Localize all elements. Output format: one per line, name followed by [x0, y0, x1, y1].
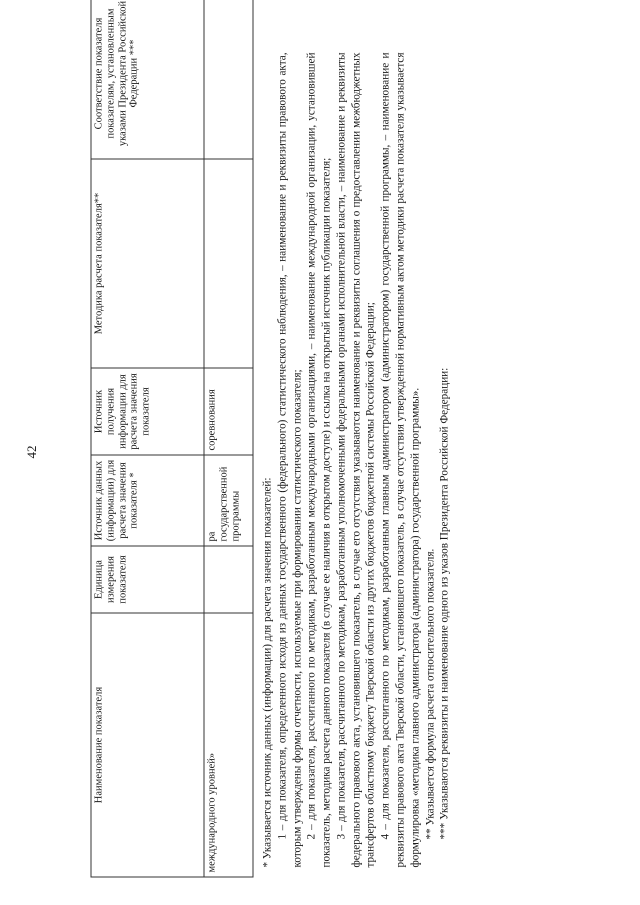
header-indicator-name: Наименование показателя: [91, 613, 204, 877]
indicators-table: [90, 0, 253, 878]
note-item-4: 4 – для показателя, рассчитанного по методикам, разработанным главным администратором (администратором) государственной программы, – наименование и реквизиты правового акта Тверской области, установившего показатель, в случае отсутствия утвержденной нормативным актом методики расчета показателя указывается формулировка «методика главного администратора (администратора) государственной программы».: [379, 52, 421, 868]
note-data-source-intro: * Указывается источник данных (информации) для расчета значения показателей:: [261, 477, 273, 868]
cell-unit: [204, 546, 253, 613]
cell-data-source: ра государственной программы: [204, 455, 253, 546]
footnotes: [260, 53, 452, 868]
table-row: [204, 0, 253, 877]
rotated-content: [90, 0, 550, 878]
page-number: 42: [24, 445, 39, 459]
table-header-row: [91, 0, 204, 877]
note-formula: ** Указывается формула расчета относительного показателя.: [423, 548, 436, 840]
cell-methodology: [204, 159, 253, 368]
cell-decree-compliance: [204, 0, 253, 159]
header-methodology: Методика расчета показателя**: [91, 159, 204, 368]
note-decrees: *** Указываются реквизиты и наименование одного из указов Президента Российской Федерации:: [438, 367, 451, 840]
header-info-source: Источник получения информации для расчета значения показателя: [91, 368, 204, 455]
cell-info-source: соревнования: [204, 368, 253, 455]
note-item-2: 2 – для показателя, рассчитанного по методикам, разработанным международными организациями, – наименование международной организации, установившей показатель, методика расчета данного показателя (в случае ее наличия в открытом доступе) и ссылка на открытый источник публикации показателя;: [305, 52, 333, 868]
note-item-1: 1 – для показателя, определенного исходя из данных государственного (федерального) статистического наблюдения, – наименование и реквизиты правового акта, которым утверждены формы отчетности, используемые при формировании статистического показателя;: [275, 52, 303, 868]
header-data-source: Источник данных (информации) для расчета значения показателя *: [91, 455, 204, 546]
header-decree-compliance: Соответствие показателя показателям, установленным указами Президента Российской Федерации ***: [91, 0, 204, 159]
cell-indicator-name: международного уровней»: [204, 613, 253, 877]
header-unit: Единица измерения показателя: [91, 546, 204, 613]
note-item-3: 3 – для показателя, рассчитанного по методикам, разработанным уполномоченными федеральными органами исполнительной власти, – наименование и реквизиты федерального правового акта, установившего показатель, в случае его отсутствия указываются наименование и реквизиты соглашения о предоставлении межбюджетных трансфертов областному бюджету Тверской области из других бюджетов бюджетной системы Российской Федерации;: [334, 52, 377, 868]
